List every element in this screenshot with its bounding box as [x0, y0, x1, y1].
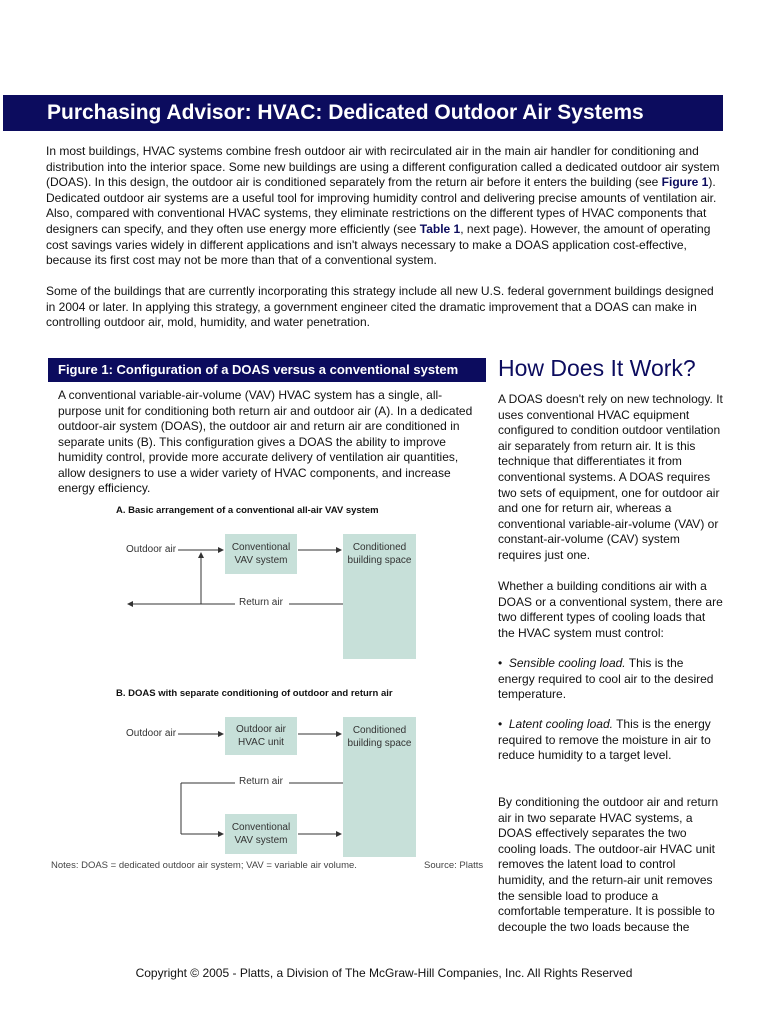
a-conventional-vav-box	[225, 534, 297, 574]
b-conventional-vav-box	[225, 814, 297, 854]
figure-1-link[interactable]: Figure 1	[661, 175, 709, 190]
diagram-b-caption: B. DOAS with separate conditioning of outdoor and return air	[116, 688, 393, 699]
sidebar-paragraph-2: Whether a building conditions air with a DOAS or a conventional system, there are two different types of cooling loads that the HVAC system must control:	[498, 579, 723, 640]
b-unit2-line2: VAV system	[234, 835, 288, 846]
page-title: Purchasing Advisor: HVAC: Dedicated Outdoor Air Systems	[47, 101, 644, 124]
intro-p1-part2: ). Dedicated outdoor air systems are a useful tool for improving humidity control and delivering precise amounts of ventilation air. Also, compared with conventional HVAC systems, they eliminate restrictions on the different types of HVAC components that designers can specify, and they often use energy more efficiently (see	[46, 175, 717, 236]
bullet2-text: This is the energy required to remove the moisture in air to reduce humidity to a target level.	[498, 717, 711, 763]
intro-paragraph-2: Some of the buildings that are currently incorporating this strategy include all new U.S. federal government buildings designed in 2004 or later. In applying this strategy, a government engineer cited the dramatic improvement that a DOAS can make in controlling outdoor air, mold, humidity, and water penetration.	[46, 284, 714, 330]
sidebar-heading: How Does It Work?	[498, 355, 696, 381]
a-return-air-label: Return air	[239, 597, 283, 608]
bullet1-text: This is the energy required to cool air to the desired temperature.	[498, 656, 714, 702]
a-unit-line2: VAV system	[234, 555, 288, 566]
a-unit-line1: Conventional	[231, 542, 291, 553]
table-1-link[interactable]: Table 1	[419, 221, 461, 236]
b-unit2-line1: Conventional	[231, 822, 291, 833]
sidebar-bullet-latent: • Latent cooling load. This is the energy required to remove the moisture in air to reduce humidity to a target level.	[498, 717, 711, 763]
b-return-air-label: Return air	[239, 776, 283, 787]
figure-notes: Notes: DOAS = dedicated outdoor air system; VAV = variable air volume.	[51, 860, 357, 871]
a-space-line2: building space	[347, 555, 412, 566]
figure-source: Source: Platts	[424, 860, 484, 871]
b-conditioned-space-box	[343, 717, 416, 857]
a-outdoor-air-label: Outdoor air	[126, 544, 177, 555]
bullet1-term: Sensible cooling load.	[508, 656, 626, 670]
a-space-line1: Conditioned	[352, 542, 407, 553]
b-unit1-line1: Outdoor air	[235, 724, 287, 735]
diagram-a-caption: A. Basic arrangement of a conventional all-air VAV system	[116, 505, 379, 516]
figure-description: A conventional variable-air-volume (VAV) HVAC system has a single, all-purpose unit for conditioning both return air and outdoor air (A). In a dedicated outdoor-air system (DOAS), the outdoor air and return air are conditioned in separate units (B). This configuration gives a DOAS the ability to improve humidity control, provide more accurate delivery of ventilation air quantities, allow designers to use a wider variety of HVAC components, and increase energy efficiency.	[58, 388, 473, 495]
b-unit1-line2: HVAC unit	[238, 737, 284, 748]
sidebar-paragraph-3: By conditioning the outdoor air and return air in two separate HVAC systems, a DOAS effectively separates the two cooling loads. The outdoor-air HVAC unit removes the latent load to control humidity, and the return-air unit removes the sensible load to produce a comfortable temperature. It is possible to decouple the two loads because the	[498, 795, 719, 934]
b-outdoor-air-label: Outdoor air	[126, 728, 177, 739]
sidebar-paragraph-1: A DOAS doesn't rely on new technology. It uses conventional HVAC equipment configured to condition outdoor ventilation air separately from return air. It is this technique that differentiates it from conventional systems. A DOAS requires two sets of equipment, one for outdoor air and one for return air, whereas a conventional variable-air-volume (VAV) or constant-air-volume (CAV) system requires just one.	[498, 392, 723, 562]
b-outdoor-air-unit-box	[225, 717, 297, 755]
copyright-footer: Copyright © 2005 - Platts, a Division of The McGraw-Hill Companies, Inc. All Rights Reserved	[135, 966, 633, 980]
b-space-line1: Conditioned	[352, 725, 407, 736]
b-space-line2: building space	[347, 738, 412, 749]
bullet2-term: Latent cooling load.	[508, 717, 613, 731]
intro-p1-part1: In most buildings, HVAC systems combine fresh outdoor air with recirculated air in the main air handler for conditioning and distribution into the interior space. Some new buildings are using a different configuration called a dedicated outdoor air system (DOAS). In this design, the outdoor air is conditioned separately from the return air before it enters the building (see	[46, 144, 720, 190]
sidebar-bullet-sensible: • Sensible cooling load. This is the energy required to cool air to the desired temperature.	[498, 656, 714, 702]
figure-title: Figure 1: Configuration of a DOAS versus a conventional system	[58, 362, 459, 377]
intro-p1-part3: , next page). However, the amount of operating cost savings varies widely in different applications and isn't always necessary to make a DOAS application cost-effective, because its first cost may not be more than that of a conventional system.	[46, 221, 711, 268]
a-conditioned-space-box	[343, 534, 416, 659]
